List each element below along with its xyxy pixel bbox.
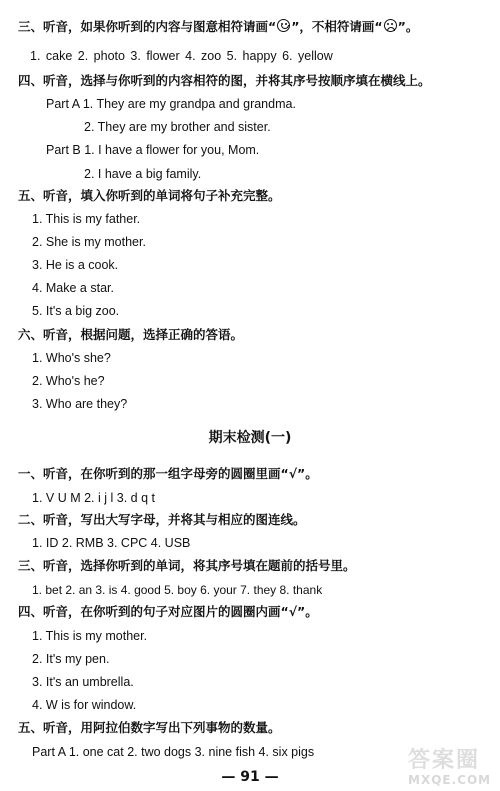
section5-heading: 五、听音，填入你听到的单词将句子补充完整。: [18, 188, 281, 203]
exam-q4-line-2: 2. It's my pen.: [32, 652, 110, 666]
exam-q4-heading: 四、听音，在你听到的句子对应图片的圆圈内画“√”。: [18, 604, 318, 619]
exam-q5-answer: Part A 1. one cat 2. two dogs 3. nine fish 4. six pigs: [32, 745, 315, 759]
section6-line-3: 3. Who are they?: [32, 397, 128, 411]
section3-heading: [18, 19, 418, 35]
watermark-logo: [408, 749, 496, 789]
section6-line-1: 1. Who's she?: [32, 351, 111, 365]
section3-heading-part3: ”。: [397, 19, 419, 34]
section5-line-3: 3. He is a cook.: [32, 258, 119, 272]
section4-line-2: 2. They are my brother and sister.: [84, 120, 271, 134]
section3-heading-part1: 三、听音，如果你听到的内容与图意相符请画“: [18, 19, 277, 34]
section4-line-1: Part A 1. They are my grandpa and grandma.: [46, 97, 296, 111]
section3-answers: 1. cake 2. photo 3. flower 4. zoo 5. happy 6. yellow: [30, 49, 333, 63]
section5-line-5: 5. It's a big zoo.: [32, 304, 120, 318]
exam-q1-heading: 一、听音，在你听到的那一组字母旁的圆圈里画“√”。: [18, 466, 318, 481]
sad-face-icon: [384, 19, 397, 32]
exam-q2-heading: 二、听音，写出大写字母，并将其与相应的图连线。: [18, 512, 306, 527]
exam-q2-answer: 1. ID 2. RMB 3. CPC 4. USB: [32, 536, 191, 550]
section4-heading: 四、听音，选择与你听到的内容相符的图，并将其序号按顺序填在横线上。: [18, 73, 431, 88]
watermark-top-text: 答案圈: [408, 748, 481, 773]
exam-q4-line-1: 1. This is my mother.: [32, 629, 148, 643]
section5-line-1: 1. This is my father.: [32, 212, 141, 226]
section6-line-2: 2. Who's he?: [32, 374, 105, 388]
page-number: — 91 —: [221, 769, 279, 785]
exam-title: 期末检测(一): [208, 430, 292, 446]
smiley-face-icon: [277, 19, 290, 32]
exam-q5-heading: 五、听音，用阿拉伯数字写出下列事物的数量。: [18, 720, 281, 735]
section5-line-2: 2. She is my mother.: [32, 235, 146, 249]
exam-q4-line-4: 4. W is for window.: [32, 698, 137, 712]
section6-heading: 六、听音，根据问题，选择正确的答语。: [18, 327, 244, 342]
exam-q4-line-3: 3. It's an umbrella.: [32, 675, 134, 689]
exam-q3-answer: 1. bet 2. an 3. is 4. good 5. boy 6. your 7. they 8. thank: [32, 583, 323, 597]
exam-q3-heading: 三、听音，选择你听到的单词，将其序号填在题前的括号里。: [18, 558, 356, 573]
watermark-bottom-text: MXQE.COM: [408, 773, 492, 787]
section4-line-4: 2. I have a big family.: [84, 167, 202, 181]
section4-line-3: Part B 1. I have a flower for you, Mom.: [46, 143, 260, 157]
section3-heading-part2: ”，不相符请画“: [291, 19, 383, 34]
section5-line-4: 4. Make a star.: [32, 281, 114, 295]
exam-q1-answer: 1. V U M 2. i j l 3. d q t: [32, 491, 155, 505]
